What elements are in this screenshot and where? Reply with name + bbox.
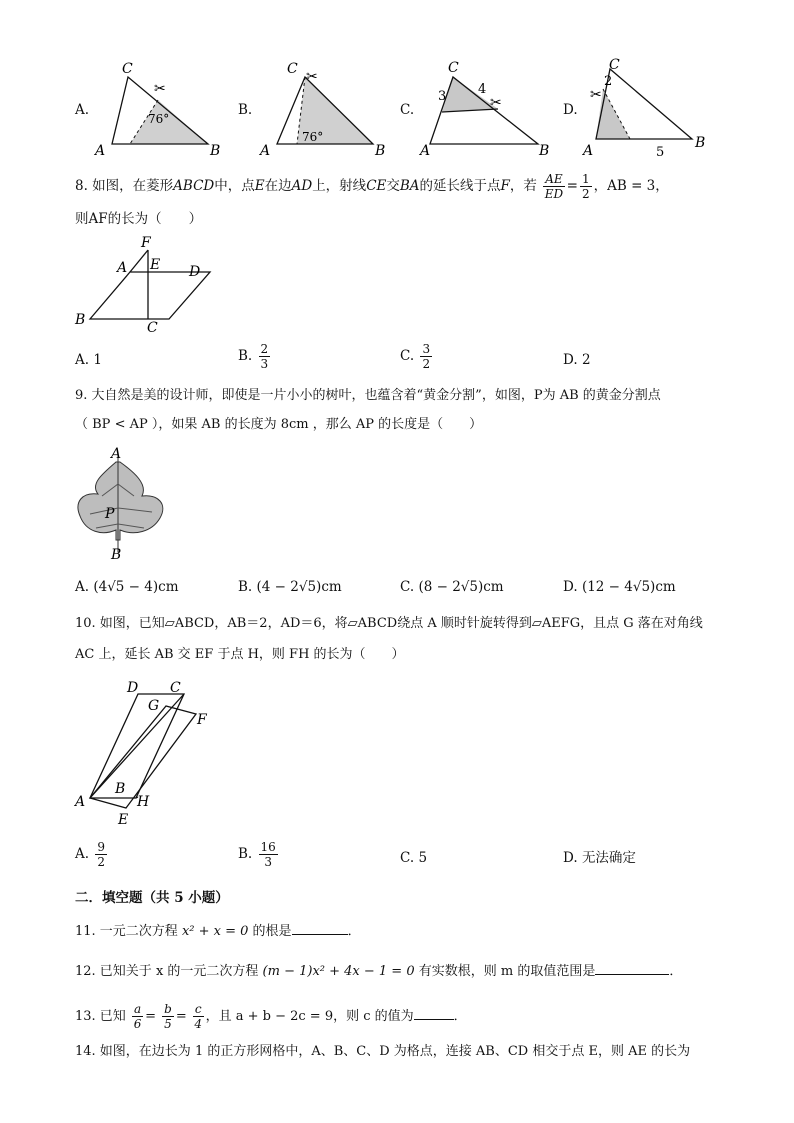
q10-figure bbox=[72, 676, 222, 826]
label-p: P bbox=[105, 506, 115, 522]
label-c: C bbox=[122, 61, 133, 77]
q11: 11. 一元二次方程 x² + x = 0 的根是 ． bbox=[75, 920, 361, 942]
q10-option-c[interactable]: C. 5 bbox=[400, 850, 428, 866]
q10-question-line1: 10. 如图，已知▱ABCD，AB＝2，AD＝6，将▱ABCD绕点 A 顺时针旋转得到▱AEFG，且点 G 落在对角线 bbox=[75, 616, 703, 631]
q7-options bbox=[0, 0, 794, 165]
label-b: B bbox=[539, 143, 550, 159]
q9-leaf-figure bbox=[72, 444, 172, 564]
q8-question-line1: 8. 如图，在菱形ABCD中，点E在边AD上，射线CE交BA的延长线于点F，若 $\frac{AE}{ED}$ = $\frac{1}{2}$ ，AB = 3， bbox=[75, 172, 669, 201]
q7-option-c-figure bbox=[418, 55, 558, 160]
label-a: A bbox=[260, 143, 271, 159]
q8-figure bbox=[72, 232, 212, 337]
label-c: C bbox=[448, 60, 459, 76]
scissors-icon: ✂ bbox=[154, 81, 166, 97]
label-f: F bbox=[141, 235, 151, 251]
q10-option-a[interactable]: A. $\frac{9}{2}$ bbox=[75, 840, 105, 869]
q7-option-d-figure bbox=[582, 55, 722, 160]
label-c: C bbox=[609, 57, 620, 73]
label-a: A bbox=[111, 446, 122, 462]
q7-option-b-figure bbox=[255, 55, 395, 160]
length-5: 5 bbox=[656, 145, 665, 160]
q7-option-d-letter: D. bbox=[563, 102, 578, 118]
angle-label: 76° bbox=[148, 112, 170, 126]
label-a: A bbox=[420, 143, 431, 159]
fraction-1-2: $\frac{1}{2}$ bbox=[581, 172, 590, 201]
fraction-ae-ed: $\frac{AE}{ED}$ bbox=[544, 172, 564, 201]
q7-option-a-letter: A. bbox=[75, 102, 90, 118]
section-title: 二．填空题（共 5 小题） bbox=[75, 890, 229, 906]
q12: 12. 已知关于 x 的一元二次方程 (m − 1)x² + 4x − 1 = 0 有实数根，则 m 的取值范围是 ． bbox=[75, 960, 682, 982]
label-e: E bbox=[150, 257, 161, 273]
length-3: 3 bbox=[438, 89, 447, 104]
label-b: B bbox=[375, 143, 386, 159]
q9-option-b[interactable]: B. (4 − 2√5)cm bbox=[238, 579, 342, 595]
q14: 14. 如图，在边长为 1 的正方形网格中，A、B、C、D 为格点，连接 AB、CD 相交于点 E，则 AE 的长为 bbox=[75, 1044, 691, 1059]
label-b: B bbox=[75, 312, 86, 328]
q8-option-a[interactable]: A. 1 bbox=[75, 352, 102, 368]
label-d: D bbox=[189, 264, 201, 280]
q9-question-line1: 9. 大自然是美的设计师，即使是一片小小的树叶，也蕴含着“黄金分割”，如图，P为 AB 的黄金分割点 bbox=[75, 388, 661, 403]
length-2: 2 bbox=[604, 74, 613, 89]
answer-blank[interactable] bbox=[414, 1005, 454, 1020]
label-a: A bbox=[117, 260, 128, 276]
q9-question-line2: （ BP < AP ），如果 AB 的长度为 8cm ，那么 AP 的长度是（ ） bbox=[75, 417, 483, 432]
scissors-icon: ✂ bbox=[306, 69, 318, 85]
label-c: C bbox=[170, 680, 181, 696]
q7-option-b-letter: B. bbox=[238, 102, 253, 118]
q10-option-b[interactable]: B. $\frac{16}{3}$ bbox=[238, 840, 276, 869]
q8-option-c[interactable]: C. $\frac{3}{2}$ bbox=[400, 342, 431, 371]
label-e: E bbox=[118, 812, 129, 826]
q9-option-a[interactable]: A. (4√5 − 4)cm bbox=[75, 579, 179, 595]
q10-question-line2: AC 上，延长 AB 交 EF 于点 H，则 FH 的长为（ ） bbox=[75, 647, 405, 662]
label-b: B bbox=[695, 135, 706, 151]
label-d: D bbox=[127, 680, 139, 696]
answer-blank[interactable] bbox=[595, 960, 669, 975]
label-f: F bbox=[197, 712, 207, 728]
answer-blank[interactable] bbox=[292, 920, 348, 935]
angle-label: 76° bbox=[302, 130, 324, 144]
label-b: B bbox=[210, 143, 221, 159]
q8-question-line2: 则AF的长为（ ） bbox=[75, 211, 203, 227]
q8-option-d[interactable]: D. 2 bbox=[563, 352, 591, 368]
label-h: H bbox=[137, 794, 150, 810]
label-a: A bbox=[75, 794, 86, 810]
label-a: A bbox=[95, 143, 106, 159]
label-c: C bbox=[147, 320, 158, 336]
length-4: 4 bbox=[478, 82, 487, 97]
q9-option-d[interactable]: D. (12 − 4√5)cm bbox=[563, 579, 676, 595]
q7-option-a-figure bbox=[90, 55, 230, 160]
label-a: A bbox=[583, 143, 594, 159]
q10-option-d[interactable]: D. 无法确定 bbox=[563, 850, 636, 866]
scissors-icon: ✂ bbox=[490, 95, 502, 111]
label-b: B bbox=[111, 547, 122, 563]
label-g: G bbox=[148, 698, 160, 714]
scissors-icon: ✂ bbox=[590, 87, 602, 103]
q13: 13. 已知 $\frac{a}{6}$ = $\frac{b}{5}$ = $\frac{c}{4}$ ，且 a + b − 2c = 9，则 c 的值为 ． bbox=[75, 1002, 467, 1031]
label-c: C bbox=[287, 61, 298, 77]
q9-option-c[interactable]: C. (8 − 2√5)cm bbox=[400, 579, 504, 595]
q8-option-b[interactable]: B. $\frac{2}{3}$ bbox=[238, 342, 269, 371]
label-b: B bbox=[115, 781, 126, 797]
q7-option-c-letter: C. bbox=[400, 102, 415, 118]
